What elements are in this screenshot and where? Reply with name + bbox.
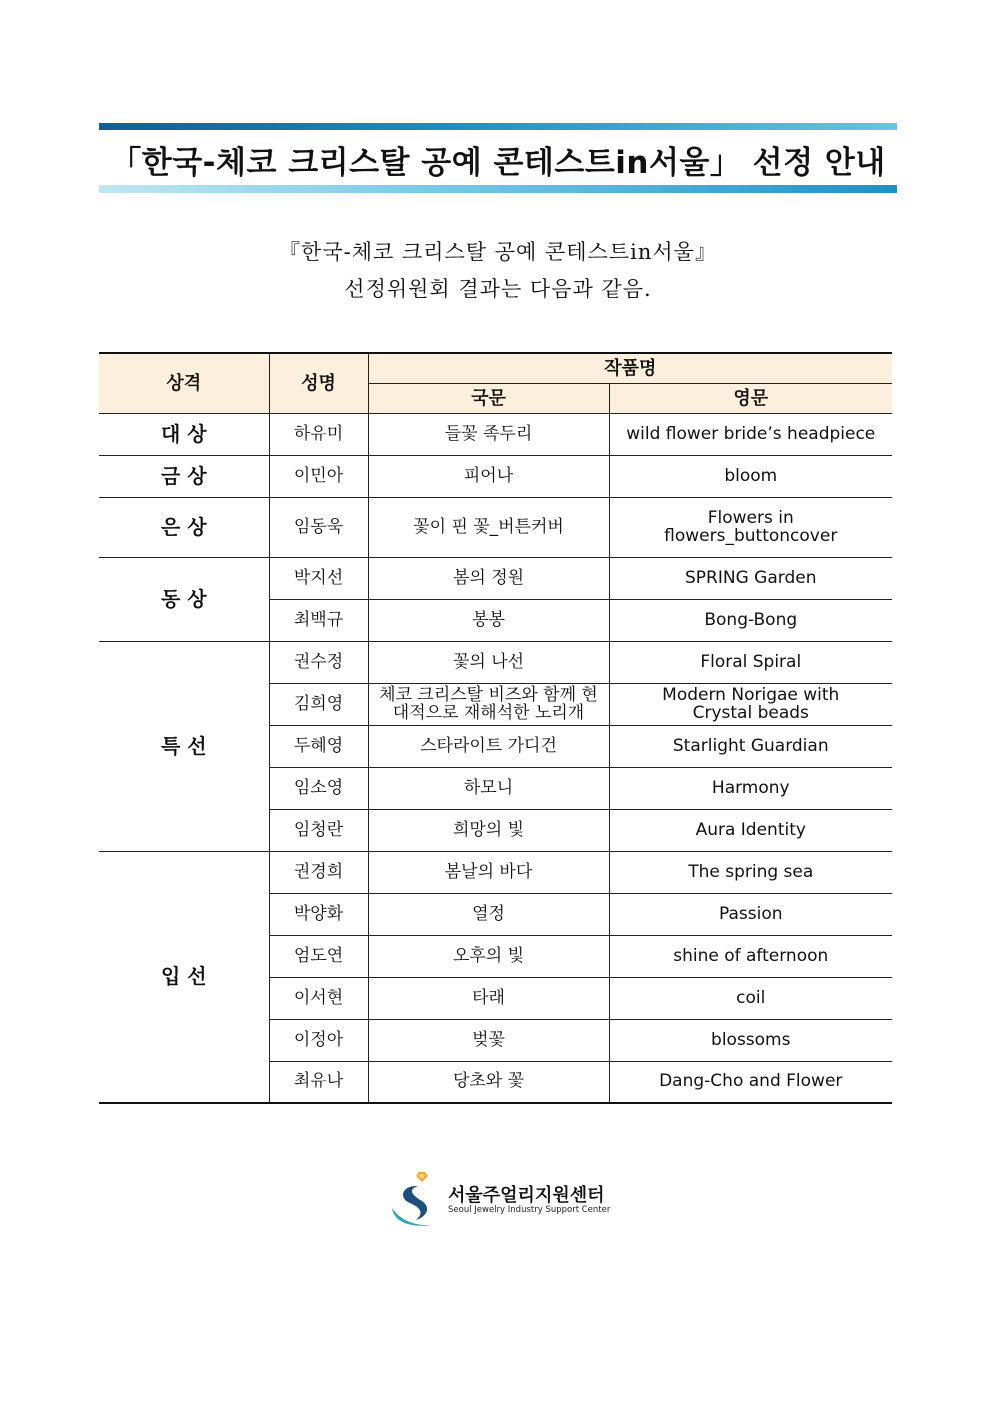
korean-cell: 봄의 정원 <box>368 557 609 599</box>
name-cell: 김희영 <box>269 683 368 725</box>
name-cell: 이정아 <box>269 1019 368 1061</box>
name-cell: 두혜영 <box>269 725 368 767</box>
english-cell: Starlight Guardian <box>609 725 892 767</box>
table-row <box>99 641 892 683</box>
results-body <box>99 413 892 1103</box>
header-award: 상격 <box>99 353 269 413</box>
logo-name: 서울주얼리지원센터 <box>448 1185 605 1206</box>
table-row <box>99 851 892 893</box>
award-cell: 금 상 <box>99 455 269 497</box>
logo <box>388 1168 628 1230</box>
english-cell: Modern Norigae with Crystal beads <box>609 683 892 725</box>
header-english: 영문 <box>609 383 892 413</box>
korean-cell: 봉봉 <box>368 599 609 641</box>
korean-cell: 희망의 빛 <box>368 809 609 851</box>
name-cell: 권수정 <box>269 641 368 683</box>
name-cell: 임동욱 <box>269 497 368 557</box>
korean-cell: 꽃의 나선 <box>368 641 609 683</box>
korean-cell: 열정 <box>368 893 609 935</box>
name-cell: 최백규 <box>269 599 368 641</box>
name-cell: 이서현 <box>269 977 368 1019</box>
english-cell: Floral Spiral <box>609 641 892 683</box>
korean-cell: 벚꽃 <box>368 1019 609 1061</box>
english-cell: Bong-Bong <box>609 599 892 641</box>
jewel-s-logo-icon <box>388 1168 444 1230</box>
page-title: 「한국-체코 크리스탈 공예 콘테스트in서울」 선정 안내 <box>110 145 886 181</box>
korean-cell: 오후의 빛 <box>368 935 609 977</box>
english-cell: Passion <box>609 893 892 935</box>
award-cell: 특 선 <box>99 641 269 851</box>
award-cell: 입 선 <box>99 851 269 1103</box>
english-cell: The spring sea <box>609 851 892 893</box>
award-cell: 동 상 <box>99 557 269 641</box>
title-bottom-bar <box>99 185 897 193</box>
table-row <box>99 557 892 599</box>
english-cell: SPRING Garden <box>609 557 892 599</box>
english-cell: shine of afternoon <box>609 935 892 977</box>
korean-cell: 스타라이트 가디건 <box>368 725 609 767</box>
english-cell: blossoms <box>609 1019 892 1061</box>
award-cell: 은 상 <box>99 497 269 557</box>
korean-cell: 당초와 꽃 <box>368 1061 609 1103</box>
english-cell: Flowers in flowers_buttoncover <box>609 497 892 557</box>
korean-cell: 체코 크리스탈 비즈와 함께 현대적으로 재해석한 노리개 <box>368 683 609 725</box>
header-work: 작품명 <box>368 353 892 383</box>
english-cell: Aura Identity <box>609 809 892 851</box>
table-row <box>99 497 892 557</box>
english-cell: Harmony <box>609 767 892 809</box>
name-cell: 최유나 <box>269 1061 368 1103</box>
name-cell: 임소영 <box>269 767 368 809</box>
table-row <box>99 455 892 497</box>
korean-cell: 꽃이 핀 꽃_버튼커버 <box>368 497 609 557</box>
name-cell: 박양화 <box>269 893 368 935</box>
intro-line-2: 선정위원회 결과는 다음과 같음. <box>344 277 652 301</box>
logo-subtitle: Seoul Jewelry Industry Support Center <box>448 1205 611 1215</box>
korean-cell: 피어나 <box>368 455 609 497</box>
korean-cell: 봄날의 바다 <box>368 851 609 893</box>
korean-cell: 하모니 <box>368 767 609 809</box>
name-cell: 엄도연 <box>269 935 368 977</box>
title-banner <box>99 123 897 193</box>
name-cell: 이민아 <box>269 455 368 497</box>
english-cell: wild flower bride’s headpiece <box>609 413 892 455</box>
name-cell: 임청란 <box>269 809 368 851</box>
name-cell: 박지선 <box>269 557 368 599</box>
header-korean: 국문 <box>368 383 609 413</box>
name-cell: 하유미 <box>269 413 368 455</box>
english-cell: coil <box>609 977 892 1019</box>
english-cell: Dang-Cho and Flower <box>609 1061 892 1103</box>
title-top-bar <box>99 123 897 130</box>
intro-line-1: 『한국-체코 크리스탈 공예 콘테스트in서울』 <box>279 240 717 264</box>
results-table <box>99 352 892 1104</box>
english-cell: bloom <box>609 455 892 497</box>
award-cell: 대 상 <box>99 413 269 455</box>
table-row <box>99 413 892 455</box>
header-name: 성명 <box>269 353 368 413</box>
korean-cell: 들꽃 족두리 <box>368 413 609 455</box>
name-cell: 권경희 <box>269 851 368 893</box>
korean-cell: 타래 <box>368 977 609 1019</box>
